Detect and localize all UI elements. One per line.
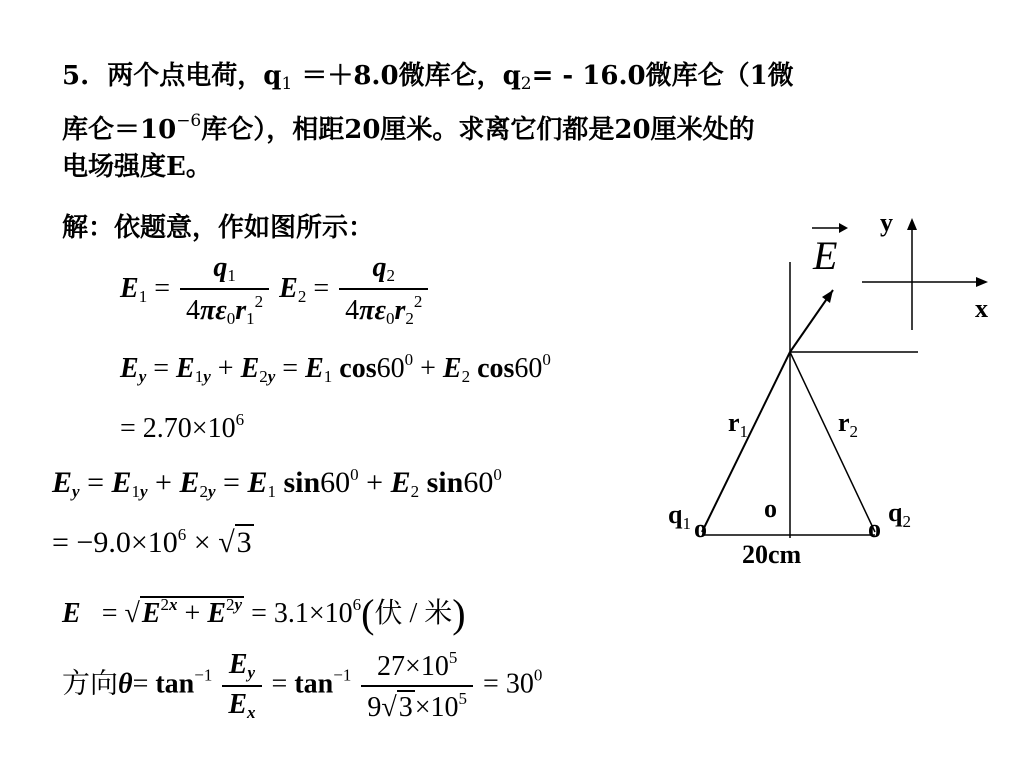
r2-label: $r_2$ xyxy=(838,408,859,441)
problem-line-3: 电场强度E。 xyxy=(62,152,212,182)
problem-line-2: 库仑$=10^{-6}$库仑），相距20厘米。求离它们都是20厘米处的 xyxy=(62,111,755,145)
equation-component-sin: $E_y = E_{1y} + E_{2y} = E_1$ $\sin 60^0 + E_2$ $\sin 60^0$ xyxy=(52,465,502,501)
r2-line xyxy=(790,352,875,532)
equation-field-magnitudes: $E_1$ = $\frac{q_1}{4\pi\varepsilon_0r_1^2}$ $E_2$ = $\frac{q_2}{4\pi\varepsilon_0r_2^2}$ xyxy=(120,252,431,329)
q1-charge-marker: o xyxy=(694,514,707,543)
origin-label: o xyxy=(764,494,777,523)
equation-magnitude: E = $√E^{2x} + E^{2y} = 3.1\times 10^6$(伏 / 米) xyxy=(62,591,466,636)
axis-y-label: y xyxy=(880,208,893,237)
e-vector-arrowhead xyxy=(822,290,833,303)
solution-intro: 解：依题意，作如图所示： xyxy=(62,213,375,243)
q2-label: $q_2$ xyxy=(888,498,911,531)
distance-label: 20cm xyxy=(742,540,802,569)
e-vector-label: E xyxy=(813,233,838,278)
fraction-e2: $\frac{q_2}{4\pi\varepsilon_0r_2^2}$ xyxy=(339,252,428,329)
q2-charge-marker: o xyxy=(868,514,881,543)
axis-x-label: x xyxy=(975,294,988,323)
fraction-numeric: $\frac{27\times 10^5}{9√3\times 10^5}$ xyxy=(361,648,473,724)
equation-component-cos-value: = $2.70\times 10^6$ xyxy=(120,410,245,444)
fraction-ey-ex: $\frac{E_y}{E_x}$ xyxy=(222,649,261,723)
axis-x-arrowhead xyxy=(976,277,988,287)
sqrt-symbol: √3 xyxy=(218,526,252,559)
q1-label: $q_1$ xyxy=(668,500,691,533)
equation-component-sin-value: = $-9.0\times 10^6 \times √3$ xyxy=(52,525,252,559)
r1-label: $r_1$ xyxy=(728,408,749,441)
equation-direction: 方向$\theta= \tan^{-1}$ $\frac{E_y}{E_x}$ = $\tan^{-1}$ $\frac{27\times 10^5}{9√3\times 10^5}$ = $30^0$ xyxy=(62,648,543,723)
unit-volt-per-meter: 伏 / 米 xyxy=(374,598,453,629)
equation-component-cos: $E_y = E_{1y} + E_{2y} = E_1$ $\cos 60^0 + E_2$ $\cos 60^0$ xyxy=(120,350,551,386)
axis-y-arrowhead xyxy=(907,218,917,230)
problem-line-1: 5. 两个点电荷，$q_1 =+8.0$微库仑，$q_2= - 16.0$微库仑（1微 xyxy=(62,61,794,94)
problem-number: 5. xyxy=(62,61,90,91)
fraction-e1: $\frac{q_1}{4\pi\varepsilon_0r_1^2}$ xyxy=(180,252,269,329)
sqrt-symbol: $√E^{2x} + E^{2y}$ xyxy=(124,595,243,629)
